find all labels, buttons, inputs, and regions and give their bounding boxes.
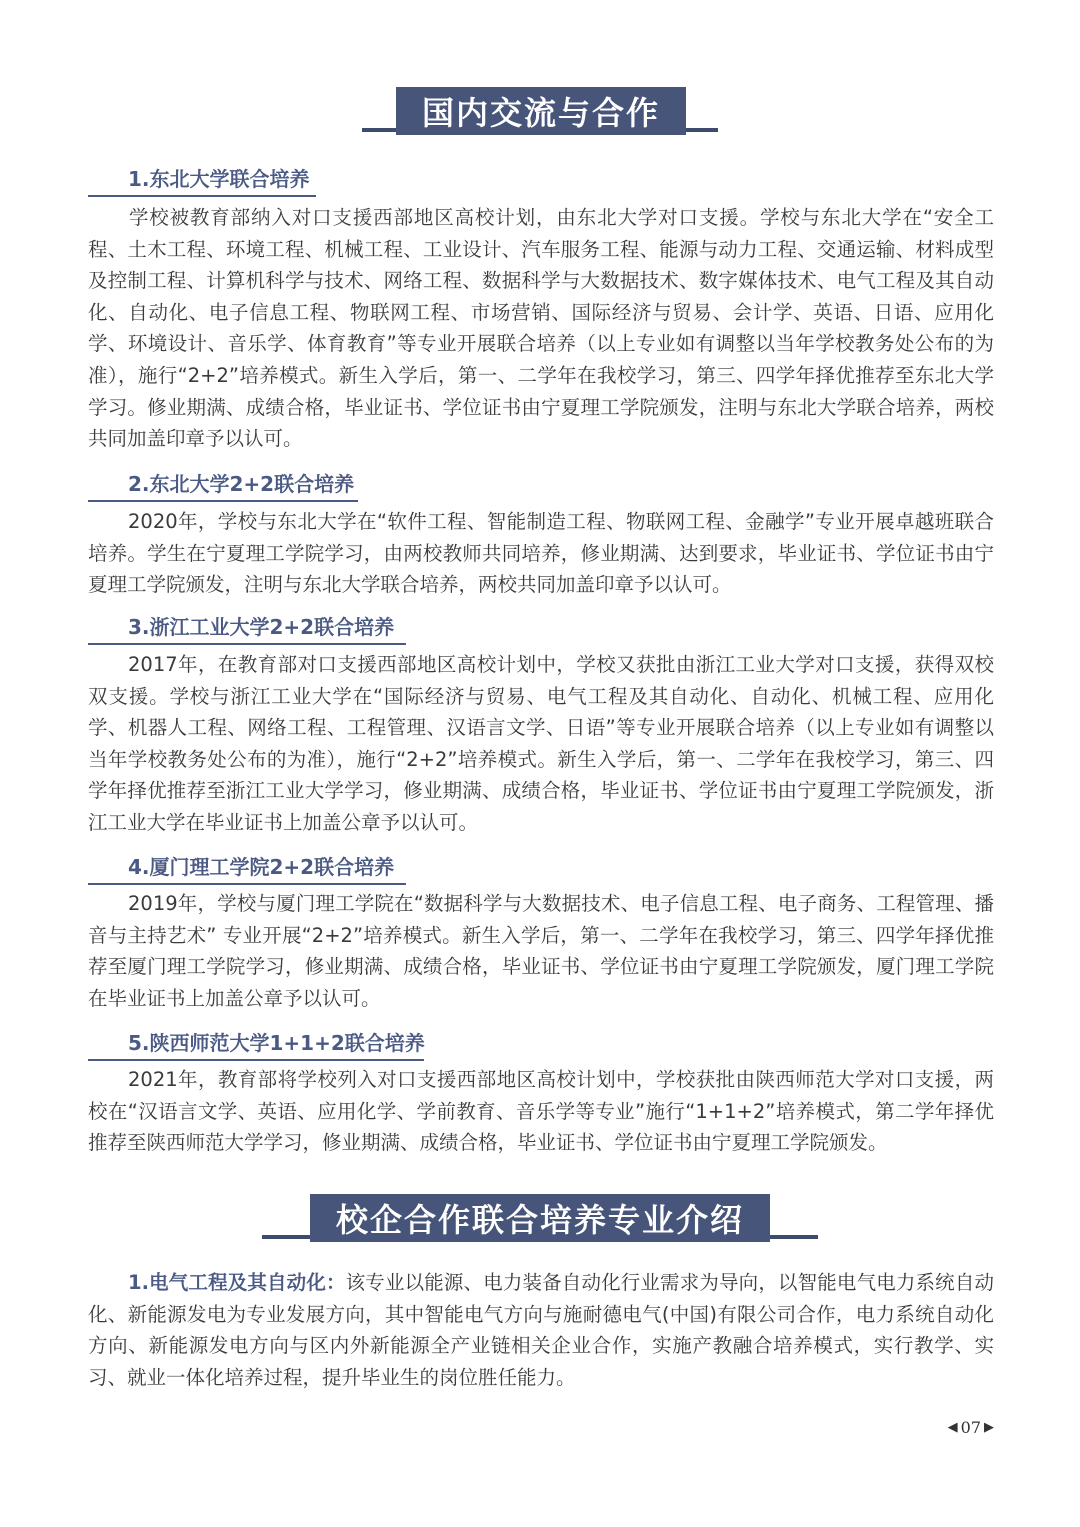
subheading-underline (88, 195, 316, 197)
subheading-text: 3.浙江工业大学2+2联合培养 (128, 615, 395, 639)
paragraph-4 (88, 888, 994, 1014)
section-title: 校企合作联合培养专业介绍 (310, 1194, 770, 1242)
paragraph-text: 该专业以能源、电力装备自动化行业需求为导向，以智能电气电力系统自动化、新能源发电为专业发展方向，其中智能电气方向与施耐德电气(中国)有限公司合作，电力系统自动化方向、新能源发电方向与区内外新能源全产业链相关企业合作，实施产教融合培养模式，实行教学、实习、就业一体化培养过程，提升毕业生的岗位胜任能力。 (88, 1271, 994, 1389)
section-title: 国内交流与合作 (396, 87, 686, 135)
paragraph-text: 2021年，教育部将学校列入对口支援西部地区高校计划中，学校获批由陕西师范大学对口支援，两校在“汉语言文学、英语、应用化学、学前教育、音乐学等专业”施行“1+1+2”培养模式，第二学年择优推荐至陕西师范大学学习，修业期满、成绩合格，毕业证书、学位证书由宁夏理工学院颁发。 (88, 1068, 994, 1155)
paragraph-1 (88, 202, 994, 455)
paragraph-5 (88, 1064, 994, 1159)
page-number (948, 1418, 994, 1437)
paragraph-text: 2017年，在教育部对口支援西部地区高校计划中，学校又获批由浙江工业大学对口支援，获得双校双支援。学校与浙江工业大学在“国际经济与贸易、电气工程及其自动化、自动化、机械工程、应用化学、机器人工程、网络工程、工程管理、汉语言文学、日语”等专业开展联合培养（以上专业如有调整以当年学校教务处公布的为准），施行“2+2”培养模式。新生入学后，第一、二学年在我校学习，第三、四学年择优推荐至浙江工业大学学习，修业期满、成绩合格，毕业证书、学位证书由宁夏理工学院颁发，浙江工业大学在毕业证书上加盖公章予以认可。 (88, 653, 994, 834)
triangle-right-icon: ▶ (984, 1420, 994, 1435)
paragraph-text: 学校被教育部纳入对口支援西部地区高校计划，由东北大学对口支援。学校与东北大学在“安全工程、土木工程、环境工程、机械工程、工业设计、汽车服务工程、能源与动力工程、交通运输、材料成型及控制工程、计算机科学与技术、网络工程、数据科学与大数据技术、数字媒体技术、电气工程及其自动化、自动化、电子信息工程、物联网工程、市场营销、国际经济与贸易、会计学、英语、日语、应用化学、环境设计、音乐学、体育教育”等专业开展联合培养（以上专业如有调整以当年学校教务处公布的为准），施行“2+2”培养模式。新生入学后，第一、二学年在我校学习，第三、四学年择优推荐至东北大学学习。修业期满、成绩合格，毕业证书、学位证书由宁夏理工学院颁发，注明与东北大学联合培养，两校共同加盖印章予以认可。 (88, 206, 994, 451)
subheading-underline (88, 500, 358, 502)
subheading-text: 2.东北大学2+2联合培养 (128, 472, 355, 496)
subheading-text: 5.陕西师范大学1+1+2联合培养 (128, 1031, 425, 1055)
triangle-left-icon: ◀ (947, 1420, 958, 1435)
paragraph-text: 2020年，学校与东北大学在“软件工程、智能制造工程、物联网工程、金融学”专业开展卓越班联合培养。学生在宁夏理工学院学习，由两校教师共同培养，修业期满、达到要求，毕业证书、学位证书由宁夏理工学院颁发，注明与东北大学联合培养，两校共同加盖印章予以认可。 (88, 510, 994, 597)
section-banner-domestic (0, 87, 1080, 147)
paragraph-3 (88, 649, 994, 839)
paragraph-2 (88, 506, 994, 601)
subheading-underline (88, 1059, 424, 1061)
subheading-text: 4.厦门理工学院2+2联合培养 (128, 855, 395, 879)
page-number-text: 07 (960, 1418, 981, 1437)
subheading-underline (88, 643, 406, 645)
subheading-underline (88, 883, 406, 885)
paragraph-lead: 1.电气工程及其自动化： (128, 1271, 346, 1294)
paragraph-text: 2019年，学校与厦门理工学院在“数据科学与大数据技术、电子信息工程、电子商务、工程管理、播音与主持艺术” 专业开展“2+2”培养模式。新生入学后，第一、二学年在我校学习，第三、四学年择优推荐至厦门理工学院学习，修业期满、成绩合格，毕业证书、学位证书由宁夏理工学院颁发，厦门理工学院在毕业证书上加盖公章予以认可。 (88, 892, 994, 1010)
paragraph-cooperation-1 (88, 1267, 994, 1393)
subheading-text: 1.东北大学联合培养 (128, 167, 310, 191)
section-banner-cooperation (0, 1194, 1080, 1254)
